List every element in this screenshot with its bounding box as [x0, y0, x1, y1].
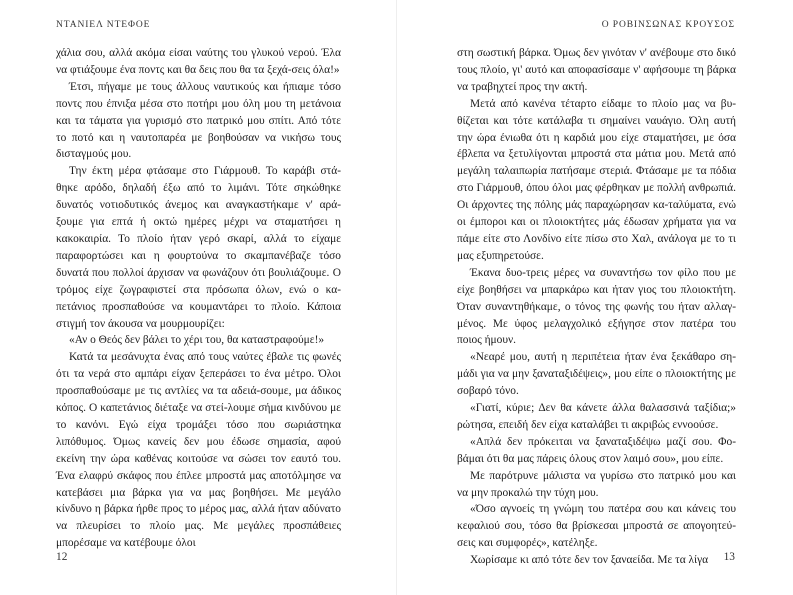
- paragraph: Έκανα δυο-τρεις μέρες να συναντήσω τον φίλο που με είχε βοηθήσει να μπαρκάρω και ήταν γιος του πλοιοκτήτη. Όταν συναντηθήκαμε, ο τόνος της φωνής του ήταν αλλαγ-μένος. Με ύφος μελαγχολικό εξήγησε στον πατέρα του ποιος ήμουν.: [457, 266, 736, 347]
- paragraph: «Αν ο Θεός δεν βάλει το χέρι του, θα καταστραφούμε!»: [69, 334, 325, 347]
- paragraph: Μετά από κανένα τέταρτο είδαμε το πλοίο μας να βυ-θίζεται και τότε κατάλαβα τι σημαίνει ναυάγιο. Όλη αυτή την ώρα ένιωθα ότι η καρδιά μου είχε σταματήσει, με όσα έβλεπα να ξετυλίγονται μπροστά στα μάτια μου. Μετά από μεγάλη ταλαιπωρία πατήσαμε στεριά. Φτάσαμε με τα πόδια στο Γιάρμουθ, όπου όλοι μας φέρθηκαν με πολλή ανθρωπιά. Οι άρχοντες της πόλης μάς παραχώρησαν κα-ταλύματα, ενώ οι έμποροι και οι πλοιοκτήτες μάς έδωσαν χρήματα για να πάμε είτε στο Λονδίνο είτε πίσω στο Χαλ, ανάλογα με το τι μας εξυπηρετούσε.: [457, 97, 736, 262]
- paragraph: χάλια σου, αλλά ακόμα είσαι ναύτης του γλυκού νερού. Έλα να φτιάξουμε ένα ποντς και θα δεις που θα τα ξεχά-σεις όλα!»: [56, 47, 341, 76]
- paragraph: «Γιατί, κύριε; Δεν θα κάνετε άλλα θαλασσινά ταξίδια;» ρώτησα, επειδή δεν είχα καταλάβει τι ακριβώς εννοούσε.: [457, 402, 736, 431]
- paragraph: «Όσο αγνοείς τη γνώμη του πατέρα σου και κάνεις του κεφαλιού σου, τόσο θα βρίσκεσαι μπροστά σε απογοητεύ-σεις και συμφορές», κατέληξε.: [457, 503, 736, 550]
- paragraph: Κατά τα μεσάνυχτα ένας από τους ναύτες έβαλε τις φωνές ότι τα νερά στο αμπάρι είχαν ξεπεράσει το ένα μέτρο. Όλοι προσπαθούσαμε με τις αντλίες να τα αδειά-σουμε, μα άδικος κόπος. Ο καπετάνιος διέταξε να στεί-λουμε σήμα κινδύνου με το κανόνι. Εγώ είχα τρομάξει τόσο που σωριάστηκα λιπόθυμος. Όμως κανείς δεν μου έδωσε σημασία, αφού εκείνη την ώρα καθένας κοιτούσε να σώσει τον εαυτό του. Ένα ελαφρύ σκάφος που έπλεε μπροστά μας αποτόλμησε να κατεβάσει μια βάρκα για να μας βοηθήσει. Με μεγάλο κίνδυνο η βάρκα ήρθε προς το μέρος μας, αλλά ήταν αδύνατο να πλευρίσει το πλοίο μας. Με μεγάλες προσπάθειες μπορέσαμε να κατέβουμε όλοι: [56, 351, 341, 550]
- paragraph: Χωρίσαμε κι από τότε δεν τον ξαναείδα. Με τα λίγα: [470, 554, 709, 567]
- paragraph: «Απλά δεν πρόκειται να ξαναταξιδέψω μαζί σου. Φο-βάμαι ότι θα μας πάρεις όλους στον λαιμό σου», μου είπε.: [457, 435, 736, 465]
- paragraph: Την έκτη μέρα φτάσαμε στο Γιάρμουθ. Το καράβι στά-θηκε αρόδο, δηλαδή έξω από το λιμάνι. Τότε σηκώθηκε δυνατός νοτιοδυτικός άνεμος και αναγκαστήκαμε ν' αρά-ξουμε για επτά ή οκτώ ημέρες μέχρι να σταματήσει η κακοκαιρία. Το πλοίο ήταν γερό σκαρί, αλλά το είχαμε παραφορτώσει και η φουρτούνα το σκαμπανέβαζε τόσο δυνατά που πολλοί άρχισαν να φωνάζουν ότι βουλιάζουμε. Ο τρόμος είχε ζωγραφιστεί στα πρόσωπα όλων, ενώ ο κα-πετάνιος προσπαθούσε να κουμαντάρει το πλοίο. Κάποια στιγμή τον άκουσα να μουρμουρίζει:: [56, 165, 341, 330]
- running-head-title: Ο ΡΟΒΙΝΣΩΝΑΣ ΚΡΟΥΣΟΣ: [601, 20, 735, 30]
- page-number: 13: [723, 551, 735, 563]
- left-page-body: [56, 45, 341, 552]
- paragraph: «Νεαρέ μου, αυτή η περιπέτεια ήταν ένα ξεκάθαρο ση-μάδι για να μην ξαναταξιδέψεις», μου είπε ο πλοιοκτήτης με σοβαρό τόνο.: [457, 351, 736, 398]
- paragraph: Έτσι, πήγαμε με τους άλλους ναυτικούς και ήπιαμε τόσο ποντς που έπνιξα μέσα στο ποτήρι μου όλη μου τη μετάνοια και τα τάματα για γυρισμό στο πατρικό μου σπίτι. Από τότε το ποτό και η ναυτοπαρέα με βοηθούσαν να νικήσω τους δισταγμούς μου.: [56, 80, 341, 161]
- left-page: [0, 0, 396, 595]
- right-page: [397, 0, 793, 595]
- paragraph: Με παρότρυνε μάλιστα να γυρίσω στο πατρικό μου και να μην προκαλώ την τύχη μου.: [457, 469, 736, 499]
- page-number: 12: [56, 551, 68, 563]
- running-head-author: ΝΤΑΝΙΕΛ ΝΤΕΦΟΕ: [56, 20, 151, 30]
- right-page-body: [457, 45, 736, 569]
- paragraph: στη σωστική βάρκα. Όμως δεν γινόταν ν' ανέβουμε στο δικό τους πλοίο, γι' αυτό και αποφασίσαμε ν' αφήσουμε τη βάρκα να τραβηχτεί προς την ακτή.: [457, 47, 736, 93]
